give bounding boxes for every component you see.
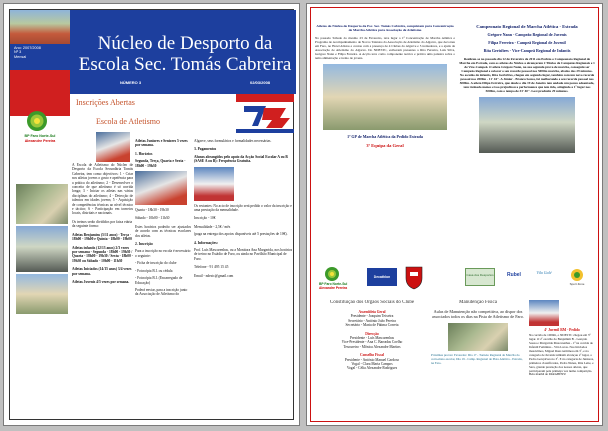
- orgaos-dir-1: Presidente - Luís Mascarenhas: [349, 336, 394, 341]
- sportzone-icon: [567, 268, 587, 282]
- photo-manutencao: [448, 323, 508, 351]
- p2-result-3: Rita Gerisfires - Vice-Campeã Regional de Infantis: [483, 48, 571, 53]
- p2-right-body: Realizou-se no passado dia 12 de Fevereiro de 2011 em Pechão o Campeonato Regional de Marcha em Estrada, com os atletas do Núcleo a alcançarem 2 Títulos de Campeões Regionais e 1 de Vice-Campeã. O atleta Grégore Nann, na sua segunda prova de marcha, conseguiu ser Campeão Regional e colocar o seu recorde pessoal nos 5000m marcha, abaixo dos 29 minutos. No escalão de infantis, Rita Gerisfires, chegou em segundo lugar, também com um novo recorde pessoal nos 2000m - 11' 44". A Júnior - Branca Sousa, foi melhorando e seu recorde pessoal nos 5000m. A atleta Filipa Ferreira, que desde o dia 19 de Janeiro tem andado um pouco adoentada, tem treinado menos e isso prejudicou a performance que tem tido, atingindo a 1º lugar nos 5000m, com o tempo de 33' 40". Lost produziu 29 minutos.: [459, 56, 595, 93]
- column-3: [194, 139, 294, 421]
- photo-runners-2: [16, 184, 68, 224]
- issue-date: 02/03/2008: [250, 80, 271, 85]
- info-line-year: Ano: 2007/2008: [14, 46, 41, 50]
- logo-sportzone: [561, 268, 593, 292]
- orgaos-cf-title: Conselho Fiscal: [359, 353, 385, 358]
- logo-decathlon-label: Decathlon: [373, 275, 391, 279]
- orgaos-cf-1: Presidente - António Manuel Cardoso: [344, 357, 400, 362]
- juvenil-heading: 4º Juvenil RM - Pedido: [544, 328, 580, 332]
- manutencao-body: Aulas de Manutenção não competitiva, ao dispor dos associados todos os dias na Pista de Atletismo de Faro.: [432, 309, 524, 319]
- photo-juvenil: [529, 300, 559, 326]
- photo-runners-3: [16, 226, 68, 272]
- logo-casa-label: Casa dos Desportos: [466, 273, 494, 277]
- p2-juvenil: [529, 300, 595, 418]
- col1-lead: Os treinos serão divididos por faixa etária da seguinte forma:: [72, 219, 133, 229]
- bp-small-icon: [323, 266, 341, 282]
- photo-race-walk: [479, 97, 575, 153]
- logo-bp-label: BP Faro Norte-Sul: [319, 282, 348, 286]
- photo-runners-4: [16, 274, 68, 314]
- logo-casa-desportos: [465, 268, 495, 286]
- col2-section2-title: 2. Inscrição: [135, 242, 153, 247]
- masthead-title-line-2: Escola Sec. Tomás Cabreira: [78, 54, 292, 75]
- col3-section4-title: 4. Informações:: [194, 240, 218, 245]
- col3-telephone: Telefone - 91 495 15 45: [194, 265, 229, 270]
- orgaos-ag-1: Presidente - Joaquim Teixeira: [350, 314, 394, 319]
- photo-schedule: [135, 171, 187, 205]
- logo-shield: [405, 266, 423, 290]
- p2-left-body: No passado Sábado do mesmo 23 de Fevereiro, teve lugar a 1ª Concentração de Marcha Atlética e Programa de Acompanhamento de Novos Talentos da Associação de Atletismo do Algarve, que decorreu em Faro, no Hotel Alisios e contou com a presença de 4 Clubes do Algarve e 5 treinadores, e a ajuda da Associação de Atletismo do Algarve. Do NDESTC, estiveram presentes a Rita Ferreira, Luís Silva, Grégore Nann e Filipa Ferreira. A Acção teve como componente teórica e prática uma palestra sobre o tema alimentação e treino de jovens.: [315, 35, 455, 60]
- photo-athlete: [194, 167, 234, 201]
- runner-logo-icon: [236, 94, 294, 134]
- logo-vila-gale: [529, 270, 559, 284]
- p2-logos-row: [315, 266, 596, 296]
- logo-rubel: [501, 272, 527, 282]
- info-line-frequency: Mensal: [14, 54, 27, 59]
- shield-icon: [405, 266, 423, 290]
- col3-section4-text: Prof. Luís Mascarenhas, ou a Monitora Ana Margarida, nos horários de treino no Estádio de Faro, ou ainda no Pavilhão Municipal de Faro.: [194, 248, 293, 261]
- p2-left-heading: Atletas do Núcleo do Desporto da Esc. Sec. Tomás Cabreira, conquistam para Concentração de Marcha Atlética para Associação de Atletismo: [316, 24, 454, 33]
- p2-result-2: Filipa Ferreira - Campeã Regional de Juvenil: [488, 40, 566, 46]
- section-heading-escola: Escola de Atletismo: [96, 117, 160, 126]
- orgaos-cf-2: Vogal - Clara Maria Campos: [351, 362, 393, 367]
- col1-group-infantis: Atletas infantis (12/13 anos) 2/3 vezes por semana - Segunda - 18h00 - 19h30 / Quarta - 18h00 - 19h30 / Sexta - 18h00 - 19h30 ou Sábado - 10h00 - 11h30: [72, 245, 133, 263]
- orgaos-ag-3: Secretário - Maria de Fátima Correia: [345, 323, 399, 328]
- col2-item-bi: - Fotocópia B.I. ou cédula: [135, 268, 173, 273]
- col2-days: Segunda, Terça, Quarta e Sexta - 18h00 - 19h30: [135, 159, 186, 168]
- photo-team: [323, 64, 447, 130]
- orgaos-dir-2: Vice-Presidente - Ana C. Barradas Coelho: [341, 340, 403, 345]
- manutencao-caption: Próximas provas: Fevereiro: Dia 17 - Torneio Regional de Marcha do corta-mato escolar, Dia 19 - Camp. Regional de Pista Atlética - Estrada, na Faro.: [431, 353, 523, 365]
- col2-item-bi-ee: - Fotocópia B.I. (Encarregado de Educação): [135, 276, 183, 285]
- photo-runners-1: [96, 132, 130, 162]
- p2-orgaos-sociais: [317, 300, 427, 418]
- col1-group-juvenis: Atletas Juvenis 4/5 vezes por semana.: [72, 279, 130, 284]
- col3-email[interactable]: Email - ndestc@gmail.com: [194, 273, 234, 278]
- page-2: [306, 3, 603, 426]
- col3-section3-title: 3. Pagamentos: [194, 147, 217, 152]
- col2-wednesday: Quarta - 18h30 - 19h30: [135, 208, 169, 213]
- logo-bp: [319, 266, 348, 296]
- manutencao-heading: Manutenção Física: [459, 300, 497, 305]
- p2-right-column: [459, 24, 595, 262]
- page-1: [3, 3, 300, 426]
- logo-rubel-label: Rubel: [507, 272, 521, 278]
- logo-decathlon: [367, 268, 397, 286]
- p2-result-1: Grégore Nann - Campeão Regional de Juvenis: [487, 32, 567, 38]
- logo-vilagale-label: Vila Galé: [536, 270, 552, 275]
- col3-text1: Algarve, seus formulários e formalidades necessárias.: [194, 139, 272, 143]
- issue-number: NÚMERO 3: [120, 80, 142, 85]
- p2-left-subcaption: 3ª Equipa da Geral: [366, 142, 404, 148]
- col2-section2-note: Poderá enviar, para a inscrição junto da Associação de Atletismo do: [135, 287, 188, 297]
- sidebar-sponsor-sub: Alexandre Pereira: [24, 139, 56, 143]
- sidebar-top-photo: [10, 10, 70, 44]
- column-2: [135, 139, 191, 421]
- orgaos-ag-2: Secretário - António João Pereira: [348, 318, 396, 323]
- p2-left-caption: 1º GP de Marcha Atlética da Pedido Estrada: [347, 133, 423, 139]
- col3-monthly-fee: Mensalidade - 2,5€ / mês: [194, 224, 231, 229]
- p2-manutencao: [431, 300, 525, 418]
- col2-heading: Atletas Juniores e Seniores 5 vezes por semana.: [135, 139, 188, 148]
- info-line-number: Nº 3: [14, 50, 22, 55]
- masthead-title-line-1: Núcleo de Desporto da: [97, 33, 273, 54]
- col1-group-iniciados: Atletas Iniciados (14/15 anos) 3/4 vezes por semana.: [72, 267, 132, 276]
- col3-section3-text: Alunos abrangidos pelo apoio da Acção Social Escolar A ou B (SASE A ou B): Frequência Gratuita.: [194, 154, 288, 164]
- orgaos-heading: Constituição dos Órgãos Sociais do Clube: [329, 300, 415, 305]
- bp-sunflower-icon: [24, 109, 50, 133]
- p2-right-heading: Campeonato Regional de Marcha Atlética - Estrada: [476, 24, 578, 29]
- col3-fee-note: (paga na entrega dos apoios disponíveis até 5 prestações de 10€).: [194, 232, 288, 237]
- orgaos-ag-title: Assembleia Geral: [358, 310, 386, 314]
- sponsor-runner-logo: [236, 94, 294, 134]
- col2-saturday: Sábado - 10h00 - 11h30: [135, 216, 170, 221]
- col2-section2-lead: Para a inscrição no escola é necessário o seguinte:: [135, 249, 191, 258]
- orgaos-cf-3: Vogal - Célia Alexandre Rodrigues: [346, 366, 398, 371]
- column-1: [72, 163, 133, 421]
- col2-item-ficha: - Ficha de inscrição do clube: [135, 261, 177, 266]
- logo-bp-sub: Alexandre Pereira: [319, 286, 348, 290]
- section-heading-inscricoes: Inscrições Abertas: [76, 98, 135, 107]
- col2-section1-title: 1. Horários: [135, 151, 153, 156]
- col3-section3-text2: Os restantes: No acto de inscrição será pedido o valor da inscrição e uma prestação da mensalidade.: [194, 203, 292, 213]
- col2-schedule-note: Estes horários poderão ser ajustados de acordo com as técnicas escolares dos atletas.: [135, 224, 191, 238]
- orgaos-dir-3: Tesoureiro - Mônica Alexandre Martins: [343, 344, 401, 349]
- bp-logo: [24, 109, 50, 133]
- juvenil-body: Na corrida de 1000m, o NDESTC chegou em 3ª lugar. O 2º escalão do Benjamim B - Gonçalo Sousa e Margarida Mascarenhas - 1ª na corrida do Infantil Feminino - Vitó Lucas. Nos Iniciados masculinos, Miguel Ruas terminou em 3º, e na categoria de Juvenis também alcançou 2º lugar, a Pedro Gonçalves no 3º. E na categoria de Juniores, primeiros classificados, Pedro Nunes, Rita Leite, e Sara, grande prestação dos nossos atletas, que participaram pela primeira vez numa competição. Bela manhã de PARABÉNS!: [529, 333, 594, 377]
- logo-sportzone-label: Sport Zone: [569, 282, 585, 286]
- p2-left-column: [315, 24, 455, 262]
- sidebar-sponsor-name: BP Faro Norte-Sul: [24, 134, 56, 138]
- col1-intro: A Escola de Atletismo do Núcleo de Desporto da Escola Secundária Tomás Cabreira, tem como objectivos: 1 - Criar nos atletas jovens o gosto e apetência para a prática do atletismo; 2 - Desenvolver o conceito de que atletismo é só corrida longa; 3 - Iniciar os atletas nas várias disciplinas do atletismo; 4 - Detecção de talentos em idades jovens; 5 - Aquisição de competências técnicas ao nível técnico e táctico; 6 - Participação em torneios locais, distritais e nacionais.: [72, 163, 133, 216]
- orgaos-dir-title: Direcção: [365, 331, 379, 336]
- col1-group-benjamins: Atletas Benjamins (5/11 anos) - Terça - 18h00 - 19h00 e Quinta - 18h00 - 19h00: [72, 232, 132, 242]
- col3-inscricao-fee: Inscrição - 10€: [194, 216, 216, 221]
